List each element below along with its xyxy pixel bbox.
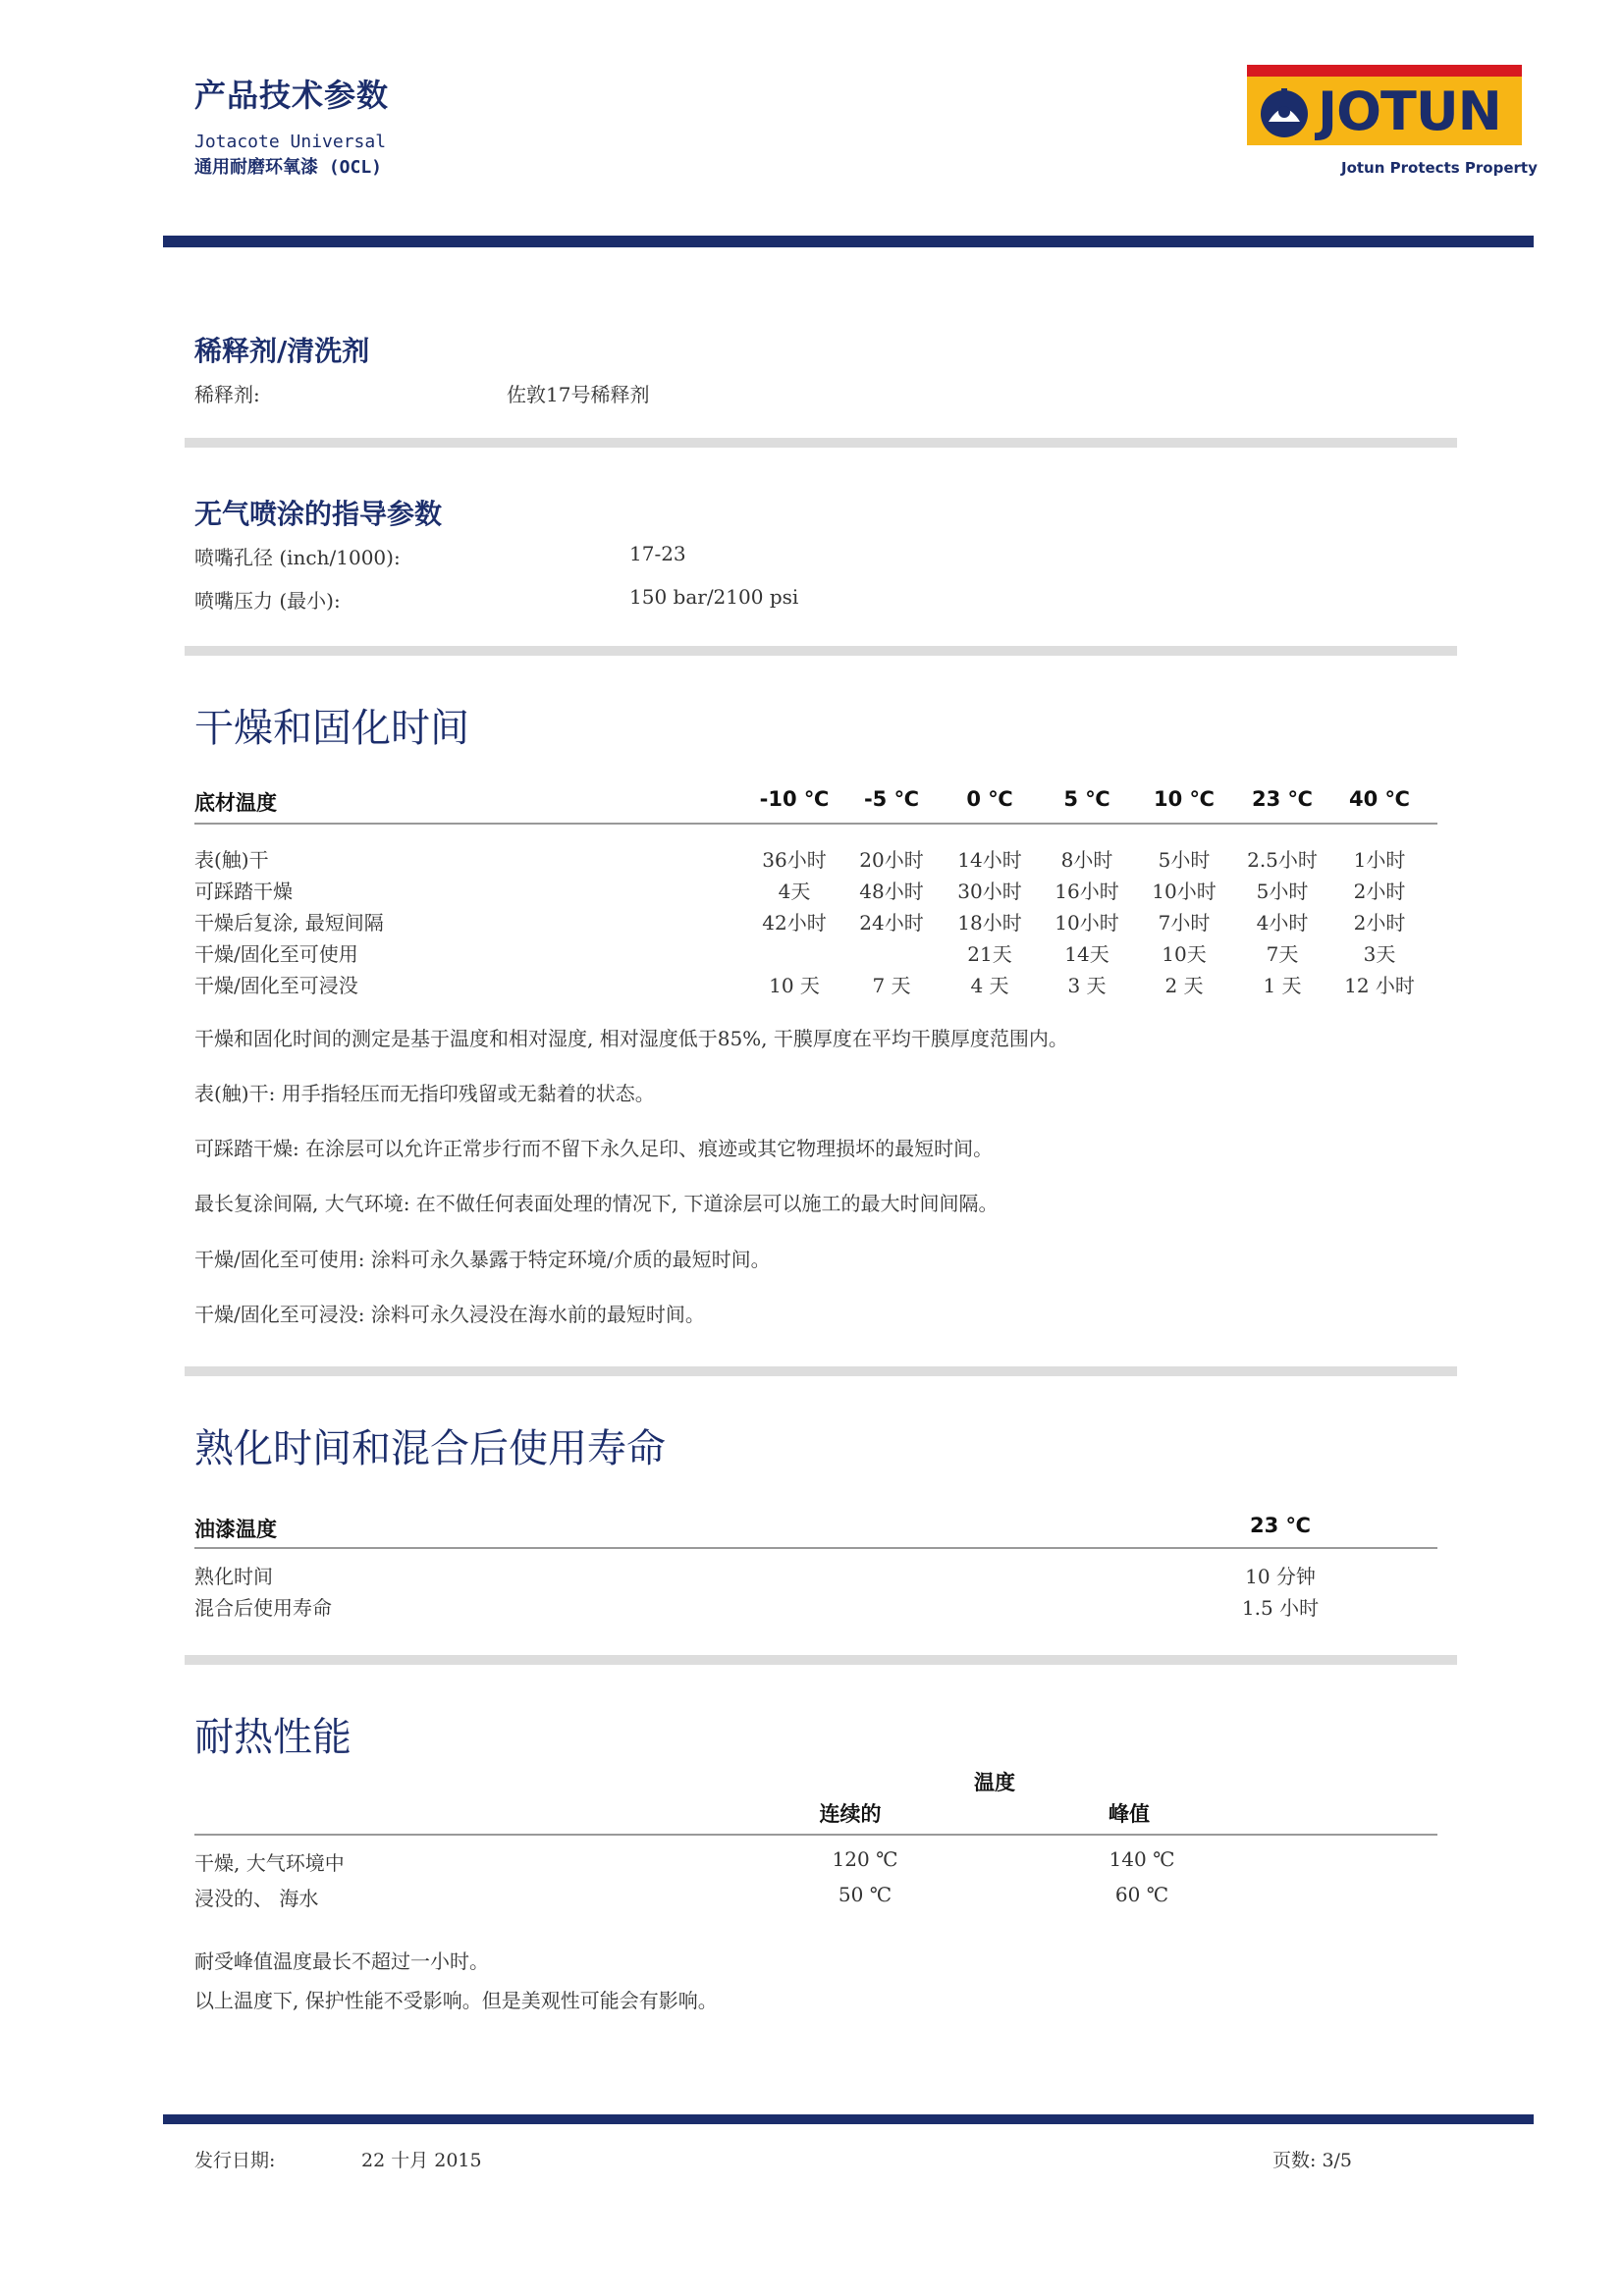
table-cell: 2.5小时 (1247, 848, 1318, 872)
table-cell: 18小时 (957, 911, 1022, 934)
temp-header-cell: -10 ℃ (759, 787, 830, 811)
table-cell: 30小时 (957, 880, 1022, 903)
table-row (0, 844, 1623, 876)
table-cell: 140 ℃ (1109, 1847, 1175, 1871)
table-cell: 5小时 (1158, 848, 1211, 872)
table-cell: 4小时 (1256, 911, 1309, 934)
table-cell: 36小时 (762, 848, 827, 872)
drying-note: 干燥/固化至可浸没: 涂料可永久浸没在海水前的最短时间。 (194, 1303, 705, 1326)
table-cell: 10小时 (1152, 880, 1217, 903)
table-cell: 7天 (1266, 942, 1299, 966)
temp-header-cell: 10 ℃ (1154, 787, 1215, 811)
induction-heading: 熟化时间和混合后使用寿命 (194, 1426, 666, 1471)
table-cell: 3天 (1363, 942, 1396, 966)
table-cell: 10 天 (769, 974, 820, 997)
table-cell: 10天 (1162, 942, 1207, 966)
airless-heading: 无气喷涂的指导参数 (194, 498, 443, 530)
whale-emblem-icon (1255, 82, 1314, 141)
table-cell: 1.5 小时 (1241, 1596, 1320, 1620)
logo-red-band (1247, 65, 1522, 77)
table-row (0, 876, 1623, 907)
drying-col-label: 底材温度 (194, 791, 277, 815)
product-subtitle: 通用耐磨环氧漆 (OCL) (194, 157, 383, 178)
table-row (0, 1847, 1623, 1881)
table-cell: 10 分钟 (1245, 1565, 1316, 1588)
table-cell: 3 天 (1067, 974, 1107, 997)
table-cell: 16小时 (1055, 880, 1119, 903)
table-cell: 4天 (778, 880, 811, 903)
table-cell: 1小时 (1353, 848, 1406, 872)
section-divider (185, 1655, 1457, 1665)
drying-note: 最长复涂间隔, 大气环境: 在不做任何表面处理的情况下, 下道涂层可以施工的最大时间间隔。 (194, 1192, 999, 1215)
heat-note: 以上温度下, 保护性能不受影响。但是美观性可能会有影响。 (194, 1989, 718, 2012)
footer-rule (163, 2114, 1534, 2124)
heat-col-continuous: 连续的 (819, 1802, 882, 1826)
drying-note: 可踩踏干燥: 在涂层可以允许正常步行而不留下永久足印、痕迹或其它物理损坏的最短时间。 (194, 1137, 994, 1160)
table-row (0, 938, 1623, 970)
jotun-logo (1247, 65, 1522, 145)
header-rule (163, 236, 1534, 247)
section-divider (185, 646, 1457, 656)
table-cell: 7 天 (872, 974, 911, 997)
table-cell: 120 ℃ (832, 1847, 898, 1871)
table-cell: 2 天 (1164, 974, 1204, 997)
drying-heading: 干燥和固化时间 (194, 706, 469, 751)
temp-header-cell: -5 ℃ (863, 787, 920, 811)
table-cell: 4 天 (970, 974, 1009, 997)
row-label: 干燥, 大气环境中 (194, 1851, 345, 1875)
drying-note: 干燥/固化至可使用: 涂料可永久暴露于特定环境/介质的最短时间。 (194, 1248, 771, 1271)
heat-heading: 耐热性能 (194, 1715, 352, 1760)
table-cell: 60 ℃ (1114, 1883, 1169, 1906)
row-label: 干燥/固化至可浸没 (194, 974, 358, 997)
row-label: 可踩踏干燥 (194, 880, 293, 903)
table-row (0, 970, 1623, 1001)
table-cell: 50 ℃ (838, 1883, 893, 1906)
drying-temp-header (0, 787, 1623, 817)
airless-row-value: 150 bar/2100 psi (629, 585, 799, 609)
logo-tagline: Jotun Protects Property (1341, 159, 1538, 177)
table-row (0, 907, 1623, 938)
heat-note: 耐受峰值温度最长不超过一小时。 (194, 1949, 489, 1973)
table-cell: 48小时 (859, 880, 924, 903)
issue-date: 22 十月 2015 (361, 2150, 482, 2171)
page-title: 产品技术参数 (194, 77, 390, 114)
thinner-value: 佐敦17号稀释剂 (507, 383, 650, 406)
airless-row-value: 17-23 (629, 542, 686, 565)
heat-group-label: 温度 (974, 1771, 1015, 1794)
temp-header-cell: 23 ℃ (1252, 787, 1313, 811)
table-header-rule (194, 1547, 1437, 1549)
table-cell: 2小时 (1353, 880, 1406, 903)
table-cell: 14小时 (957, 848, 1022, 872)
table-cell: 42小时 (762, 911, 827, 934)
thinner-heading: 稀释剂/清洗剂 (194, 335, 370, 367)
thinner-label: 稀释剂: (194, 383, 260, 406)
table-header-rule (194, 823, 1437, 825)
table-cell: 20小时 (859, 848, 924, 872)
temp-header-cell: 5 ℃ (1063, 787, 1110, 811)
row-label: 干燥后复涂, 最短间隔 (194, 911, 384, 934)
drying-note: 表(触)干: 用手指轻压而无指印残留或无黏着的状态。 (194, 1082, 655, 1105)
product-name: Jotacote Universal (194, 132, 387, 152)
issue-date-label: 发行日期: (194, 2150, 276, 2171)
table-cell: 14天 (1064, 942, 1109, 966)
table-cell: 21天 (967, 942, 1012, 966)
temp-header-cell: 40 ℃ (1349, 787, 1410, 811)
airless-row-label: 喷嘴压力 (最小): (194, 589, 341, 613)
table-cell: 24小时 (859, 911, 924, 934)
table-header-rule (194, 1834, 1437, 1836)
table-cell: 8小时 (1060, 848, 1113, 872)
table-cell: 10小时 (1055, 911, 1119, 934)
logo-wordmark: JOTUN (1318, 80, 1501, 142)
temp-header-cell: 0 ℃ (966, 787, 1013, 811)
table-row (0, 1592, 1623, 1624)
table-row (0, 1883, 1623, 1916)
row-label: 混合后使用寿命 (194, 1596, 332, 1620)
section-divider (185, 438, 1457, 448)
induction-temp-header: 23 ℃ (1250, 1514, 1311, 1537)
table-cell: 5小时 (1256, 880, 1309, 903)
section-divider (185, 1366, 1457, 1376)
row-label: 浸没的、 海水 (194, 1887, 319, 1910)
airless-row-label: 喷嘴孔径 (inch/1000): (194, 546, 401, 569)
row-label: 干燥/固化至可使用 (194, 942, 358, 966)
row-label: 表(触)干 (194, 848, 269, 872)
drying-note: 干燥和固化时间的测定是基于温度和相对湿度, 相对湿度低于85%, 干膜厚度在平均干膜厚度范围内。 (194, 1027, 1068, 1050)
row-label: 熟化时间 (194, 1565, 273, 1588)
table-cell: 12 小时 (1344, 974, 1415, 997)
table-cell: 1 天 (1263, 974, 1302, 997)
page-number: 页数: 3/5 (1272, 2150, 1353, 2171)
heat-col-peak: 峰值 (1109, 1802, 1150, 1826)
induction-col-label: 油漆温度 (194, 1518, 277, 1541)
table-row (0, 1561, 1623, 1592)
table-cell: 2小时 (1353, 911, 1406, 934)
table-cell: 7小时 (1158, 911, 1211, 934)
